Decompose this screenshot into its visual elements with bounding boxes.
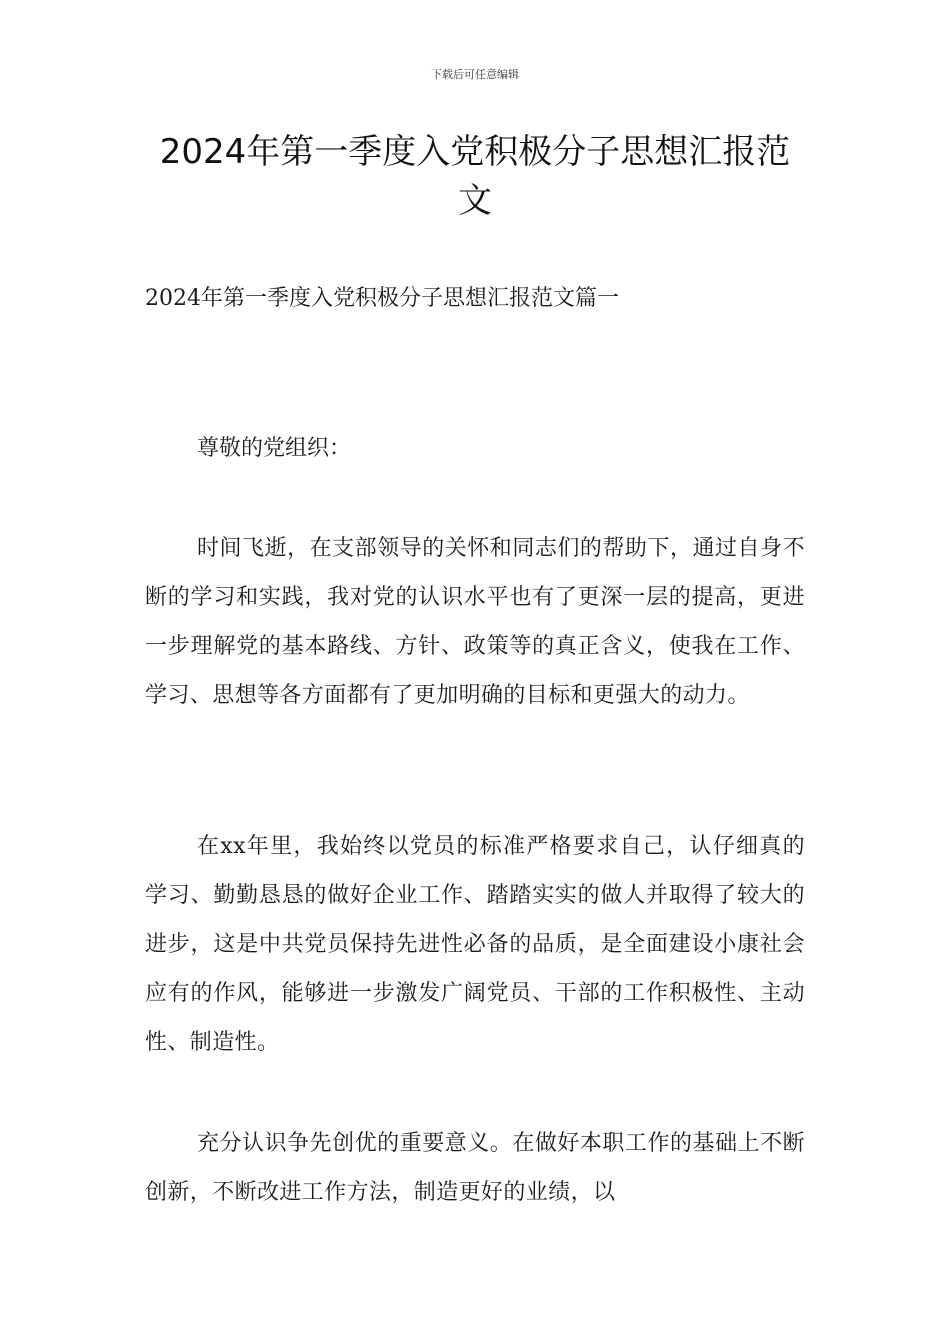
header-note: 下载后可任意编辑	[431, 68, 519, 81]
document-title: 2024年第一季度入党积极分子思想汇报范文	[159, 132, 791, 221]
salutation: 尊敬的党组织：	[197, 436, 352, 461]
paragraph: 在xx年里，我始终以党员的标准严格要求自己，认仔细真的学习、勤勤恳恳的做好企业工作、踏踏实实的做人并取得了较大的进步，这是中共党员保持先进性必备的品质，是全面建设小康社会应有的作风，能够进一步激发广阔党员、干部的工作积极性、主动性、制造性。	[145, 834, 805, 1055]
paragraph: 充分认识争先创优的重要意义。在做好本职工作的基础上不断创新，不断改进工作方法，制造更好的业绩，以	[145, 1131, 805, 1205]
document-subtitle: 2024年第一季度入党积极分子思想汇报范文篇一	[145, 286, 619, 311]
paragraph: 时间飞逝，在支部领导的关怀和同志们的帮助下，通过自身不断的学习和实践，我对党的认识水平也有了更深一层的提高，更进一步理解党的基本路线、方针、政策等的真正含义，使我在工作、学习、思想等各方面都有了更加明确的目标和更强大的动力。	[145, 536, 805, 708]
